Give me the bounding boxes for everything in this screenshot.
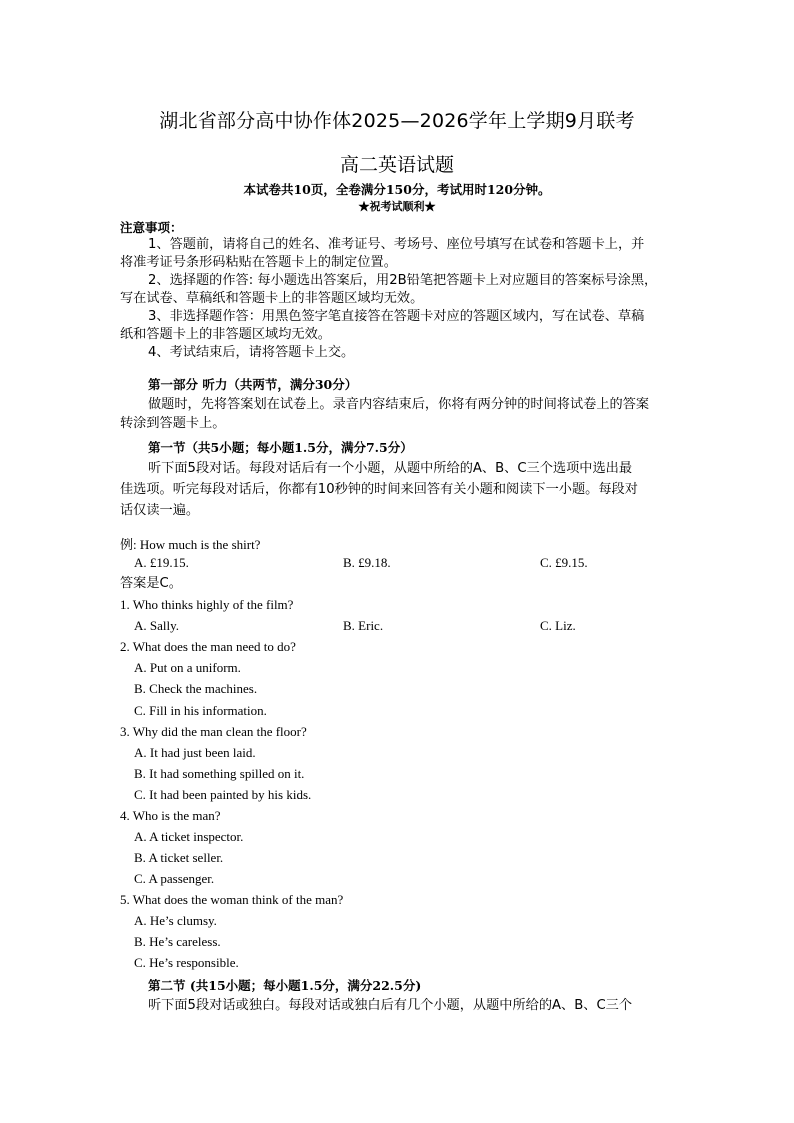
notice-line-7: 4、考试结束后，请将答题卡上交。 [148, 345, 355, 360]
notice-line-6: 纸和答题卡上的非答题区域均无效。 [120, 327, 331, 342]
part1-intro-1: 做题时，先将答案划在试卷上。录音内容结束后，你将有两分钟的时间将试卷上的答案 [148, 397, 650, 412]
q5-option-a: A. He’s clumsy. [134, 913, 217, 928]
exam-info: 本试卷共10页，全卷满分150分，考试用时120分钟。 [243, 182, 551, 197]
q2-option-c: C. Fill in his information. [134, 703, 267, 718]
q2-question: 2. What does the man need to do? [120, 639, 296, 654]
q5-option-b: B. He’s careless. [134, 934, 221, 949]
q3-option-b: B. It had something spilled on it. [134, 766, 305, 781]
example-option-a: A. £19.15. [134, 555, 189, 570]
section1-intro-3: 话仅读一遍。 [120, 503, 200, 518]
q3-option-a: A. It had just been laid. [134, 745, 256, 760]
example-option-c: C. £9.15. [540, 555, 588, 570]
q4-option-a: A. A ticket inspector. [134, 829, 244, 844]
notice-heading: 注意事项： [120, 220, 183, 235]
q4-question: 4. Who is the man? [120, 808, 221, 823]
q1-option-c: C. Liz. [540, 618, 576, 633]
example-question: 例: How much is the shirt? [120, 537, 261, 552]
q2-option-a: A. Put on a uniform. [134, 660, 241, 675]
notice-line-5: 3、非选择题作答：用黑色签字笔直接答在答题卡对应的答题区域内，写在试卷、草稿 [148, 309, 645, 324]
section2-intro: 听下面5段对话或独白。每段对话或独白后有几个小题，从题中所给的A、B、C三个 [148, 998, 633, 1013]
notice-line-2: 将准考证号条形码粘贴在答题卡上的制定位置。 [120, 255, 397, 270]
notice-line-3: 2、选择题的作答: 每小题选出答案后，用2B铅笔把答题卡上对应题目的答案标号涂黑， [148, 273, 658, 288]
example-answer: 答案是C。 [120, 576, 182, 591]
q3-question: 3. Why did the man clean the floor? [120, 724, 307, 739]
q5-question: 5. What does the woman think of the man? [120, 892, 344, 907]
part1-heading: 第一部分 听力（共两节，满分30分） [148, 377, 358, 392]
q4-option-b: B. A ticket seller. [134, 850, 224, 865]
exam-title: 湖北省部分高中协作体2025—2026学年上学期9月联考 [159, 110, 635, 132]
q5-option-c: C. He’s responsible. [134, 955, 239, 970]
q2-option-b: B. Check the machines. [134, 681, 258, 696]
section1-intro-2: 佳选项。听完每段对话后，你都有10秒钟的时间来回答有关小题和阅读下一小题。每段对 [120, 482, 638, 497]
example-option-b: B. £9.18. [343, 555, 391, 570]
notice-line-1: 1、答题前，请将自己的姓名、准考证号、考场号、座位号填写在试卷和答题卡上，并 [148, 237, 645, 252]
q1-option-b: B. Eric. [343, 618, 384, 633]
wish-line: ★祝考试顺利★ [358, 200, 436, 213]
q1-question: 1. Who thinks highly of the film? [120, 597, 294, 612]
q3-option-c: C. It had been painted by his kids. [134, 787, 312, 802]
section1-intro-1: 听下面5段对话。每段对话后有一个小题，从题中所给的A、B、C三个选项中选出最 [148, 461, 633, 476]
notice-line-4: 写在试卷、草稿纸和答题卡上的非答题区域均无效。 [120, 291, 424, 306]
section1-heading: 第一节（共5小题；每小题1.5分，满分7.5分） [148, 440, 413, 455]
section2-heading: 第二节 (共15小题；每小题1.5分，满分22.5分) [148, 978, 422, 993]
q1-option-a: A. Sally. [134, 618, 180, 633]
exam-subtitle: 高二英语试题 [339, 154, 454, 176]
q4-option-c: C. A passenger. [134, 871, 215, 886]
part1-intro-2: 转涂到答题卡上。 [120, 416, 226, 431]
